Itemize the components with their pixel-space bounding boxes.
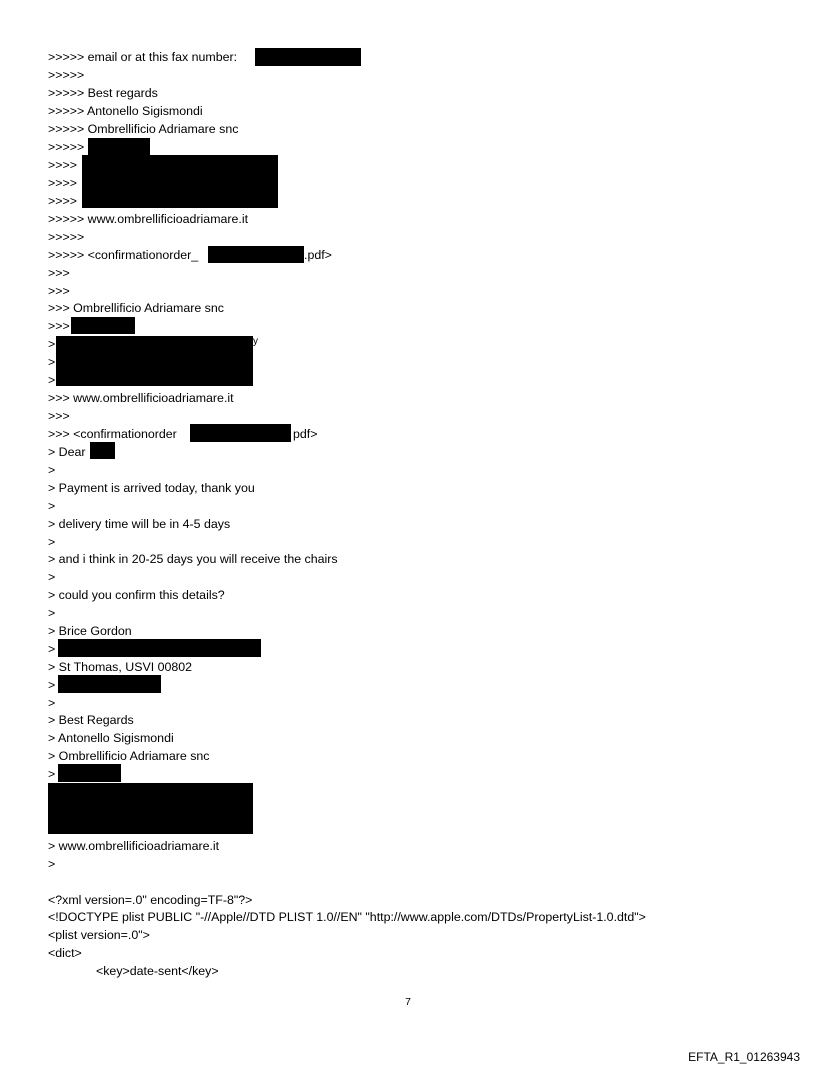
text-line: > (48, 696, 56, 710)
document-id: EFTA_R1_01263943 (688, 1050, 800, 1064)
text-line: >>> (48, 319, 70, 333)
text-line: > (48, 570, 56, 584)
redaction-block (71, 317, 135, 334)
text-line: >>> www.ombrellificioadriamare.it (48, 391, 234, 405)
text-line: >>> (48, 284, 70, 298)
text-line: >>>>> Ombrellificio Adriamare snc (48, 122, 239, 136)
text-line: > (48, 463, 56, 477)
text-line: > (48, 499, 56, 513)
xml-line: <?xml version=.0" encoding=TF-8"?> (48, 893, 253, 907)
text-line: > could you confirm this details? (48, 588, 225, 602)
redaction-block (190, 424, 291, 442)
xml-line: <plist version=.0"> (48, 928, 150, 942)
text-line: > (48, 767, 56, 781)
text-line: > (48, 642, 56, 656)
text-line: > (48, 535, 56, 549)
text-line: > www.ombrellificioadriamare.it (48, 839, 220, 853)
text-line: > (48, 355, 56, 369)
text-line: > (48, 606, 56, 620)
text-line: >>>>> www.ombrellificioadriamare.it (48, 212, 249, 226)
text-line: pdf> (293, 427, 318, 441)
text-line: > Best Regards (48, 713, 134, 727)
text-line: > Payment is arrived today, thank you (48, 481, 255, 495)
text-line: >>>>> <confirmationorder_ (48, 248, 199, 262)
text-line: >>>>> Best regards (48, 86, 158, 100)
page-number: 7 (405, 996, 411, 1008)
xml-line: <key>date-sent</key> (96, 964, 219, 978)
redaction-block (58, 675, 161, 693)
redaction-block (56, 336, 253, 386)
text-line: >>>>> email or at this fax number: (48, 50, 238, 64)
redaction-block (208, 246, 304, 263)
redaction-block (82, 155, 278, 208)
redaction-block (90, 442, 115, 459)
text-line: > St Thomas, USVI 00802 (48, 660, 193, 674)
text-line: >>> Ombrellificio Adriamare snc (48, 301, 224, 315)
text-line: > delivery time will be in 4-5 days (48, 517, 231, 531)
text-line: >>>>> (48, 230, 85, 244)
text-line: .pdf> (304, 248, 332, 262)
xml-line: <!DOCTYPE plist PUBLIC "-//Apple//DTD PLIST 1.0//EN" "http://www.apple.com/DTDs/PropertyList-1.0.dtd"> (48, 910, 646, 924)
text-line: >>> <confirmationorder (48, 427, 177, 441)
text-line: >>>>> (48, 68, 85, 82)
text-line: > (48, 373, 56, 387)
text-line: >>>> (48, 158, 77, 172)
text-line: > Brice Gordon (48, 624, 132, 638)
text-line: > (48, 678, 56, 692)
redaction-block (88, 138, 150, 155)
text-line: >>>> (48, 194, 77, 208)
text-line: > (48, 337, 56, 351)
text-line: >>> (48, 266, 70, 280)
text-line: > and i think in 20-25 days you will receive the chairs (48, 552, 338, 566)
text-line: > Ombrellificio Adriamare snc (48, 749, 210, 763)
text-line: > (48, 857, 56, 871)
text-line: >>>> (48, 176, 77, 190)
redaction-block (58, 639, 261, 657)
text-line: >>>>> (48, 140, 85, 154)
redaction-block (255, 48, 361, 66)
xml-line: <dict> (48, 946, 82, 960)
text-line: >>> (48, 409, 70, 423)
redaction-block (48, 783, 253, 834)
text-line: y (253, 336, 258, 347)
redaction-block (58, 764, 121, 782)
text-line: > Antonello Sigismondi (48, 731, 174, 745)
text-line: > Dear (48, 445, 86, 459)
text-line: >>>>> Antonello Sigismondi (48, 104, 203, 118)
